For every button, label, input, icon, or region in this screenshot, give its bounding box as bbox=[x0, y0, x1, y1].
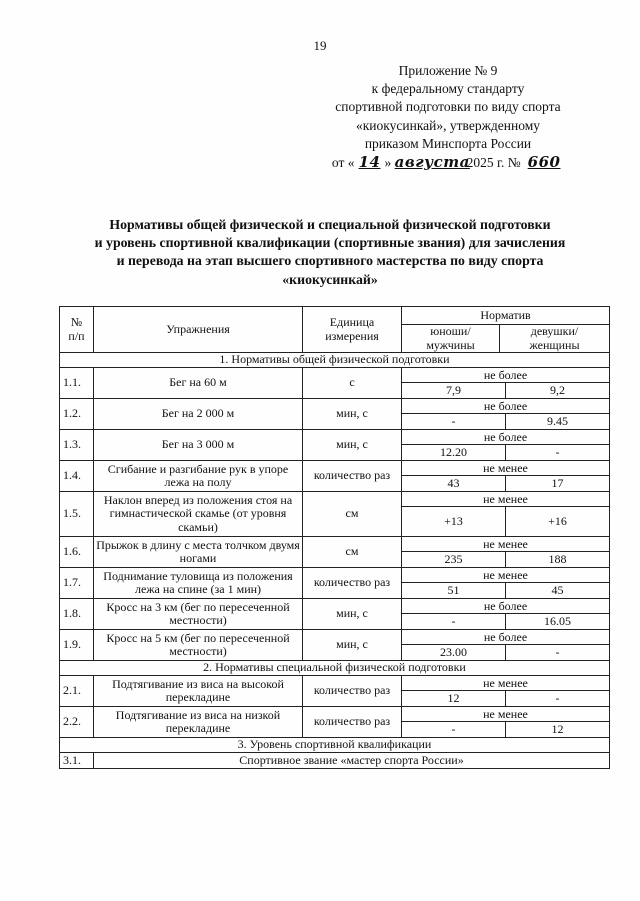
value-girls: - bbox=[555, 691, 560, 705]
norm-limit: не менее bbox=[402, 461, 609, 476]
table-row bbox=[60, 461, 610, 492]
row-norm bbox=[402, 399, 610, 430]
row-norm bbox=[402, 368, 610, 399]
table-row bbox=[60, 492, 610, 537]
row-exercise: Прыжок в длину с места толчком двумя ногами bbox=[94, 537, 303, 568]
value-boys: 12.20 bbox=[402, 445, 506, 460]
norm-limit: не более bbox=[402, 368, 609, 383]
handwritten-month: августа bbox=[394, 153, 470, 172]
section-title: 3. Уровень спортивной квалификации bbox=[60, 738, 610, 753]
section-title: 1. Нормативы общей физической подготовки bbox=[60, 353, 610, 368]
value-boys: - bbox=[402, 414, 506, 429]
value-girls: 9,2 bbox=[550, 383, 565, 397]
row-norm bbox=[402, 492, 610, 537]
norm-limit: не более bbox=[402, 599, 609, 614]
table-row bbox=[60, 630, 610, 661]
value-boys: +13 bbox=[402, 507, 506, 536]
header-num: № п/п bbox=[60, 307, 94, 353]
header-boys: юноши/ мужчины bbox=[402, 325, 500, 353]
row-exercise: Подтягивание из виса на высокой перекладине bbox=[94, 676, 303, 707]
section-row bbox=[60, 738, 610, 753]
title-line-2: и уровень спортивной квалификации (спортивные звания) для зачисления bbox=[94, 235, 566, 251]
value-girls: 45 bbox=[551, 583, 564, 597]
norm-limit: не менее bbox=[402, 492, 609, 507]
value-boys: - bbox=[402, 722, 506, 737]
header-exercise: Упражнения bbox=[94, 307, 303, 353]
title-line-4: «киокусинкай» bbox=[282, 271, 378, 287]
row-number: 1.1. bbox=[60, 368, 94, 399]
row-exercise: Кросс на 5 км (бег по пересеченной местности) bbox=[94, 630, 303, 661]
table-row bbox=[60, 753, 610, 769]
value-girls: 188 bbox=[548, 552, 567, 566]
value-boys: 43 bbox=[402, 476, 506, 491]
row-unit: количество раз bbox=[303, 461, 402, 492]
value-girls: 9.45 bbox=[547, 414, 568, 428]
table-row bbox=[60, 399, 610, 430]
row-norm bbox=[402, 568, 610, 599]
row-number: 1.2. bbox=[60, 399, 94, 430]
row-number: 1.4. bbox=[60, 461, 94, 492]
value-boys: 12 bbox=[402, 691, 506, 706]
value-girls: +16 bbox=[548, 514, 567, 528]
norm-limit: не менее bbox=[402, 568, 609, 583]
row-exercise: Бег на 2 000 м bbox=[94, 399, 303, 430]
row-number: 3.1. bbox=[60, 753, 94, 769]
row-unit: мин, с bbox=[303, 399, 402, 430]
row-norm bbox=[402, 676, 610, 707]
value-boys: 235 bbox=[402, 552, 506, 567]
row-norm bbox=[402, 630, 610, 661]
row-number: 1.6. bbox=[60, 537, 94, 568]
row-unit: см bbox=[303, 492, 402, 537]
row-unit: мин, с bbox=[303, 430, 402, 461]
row-unit: см bbox=[303, 537, 402, 568]
page-number: 19 bbox=[313, 38, 327, 53]
table-row bbox=[60, 707, 610, 738]
date-prefix: от « bbox=[331, 155, 355, 171]
row-exercise: Сгибание и разгибание рук в упоре лежа на полу bbox=[94, 461, 303, 492]
row-norm bbox=[402, 430, 610, 461]
row-unit: количество раз bbox=[303, 676, 402, 707]
row-unit: мин, с bbox=[303, 599, 402, 630]
row-exercise: Поднимание туловища из положения лежа на спине (за 1 мин) bbox=[94, 568, 303, 599]
row-norm bbox=[402, 707, 610, 738]
row-exercise: Подтягивание из виса на низкой перекладине bbox=[94, 707, 303, 738]
row-exercise: Спортивное звание «мастер спорта России» bbox=[94, 753, 610, 769]
norm-limit: не менее bbox=[402, 537, 609, 552]
row-norm bbox=[402, 461, 610, 492]
row-exercise: Кросс на 3 км (бег по пересеченной местности) bbox=[94, 599, 303, 630]
value-boys: 23.00 bbox=[402, 645, 506, 660]
date-mid: » bbox=[384, 155, 392, 171]
appendix-line-5: приказом Минспорта России bbox=[364, 135, 532, 151]
row-norm bbox=[402, 537, 610, 568]
row-number: 2.2. bbox=[60, 707, 94, 738]
value-boys: - bbox=[402, 614, 506, 629]
handwritten-day: 14 bbox=[358, 153, 381, 172]
table-row bbox=[60, 568, 610, 599]
appendix-line-2: к федеральному стандарту bbox=[371, 81, 525, 97]
row-norm bbox=[402, 599, 610, 630]
value-girls: - bbox=[555, 445, 560, 459]
section-row bbox=[60, 353, 610, 368]
table-row bbox=[60, 368, 610, 399]
table-row bbox=[60, 430, 610, 461]
norm-limit: не менее bbox=[402, 707, 609, 722]
row-unit: с bbox=[303, 368, 402, 399]
header-row bbox=[60, 307, 610, 325]
row-unit: количество раз bbox=[303, 568, 402, 599]
value-girls: - bbox=[555, 645, 560, 659]
norm-limit: не более bbox=[402, 630, 609, 645]
year-text: 2025 г. № bbox=[466, 155, 521, 171]
appendix-date-line bbox=[298, 153, 598, 172]
section-row bbox=[60, 661, 610, 676]
title-line-1: Нормативы общей физической и специальной физической подготовки bbox=[109, 217, 551, 232]
table-row bbox=[60, 676, 610, 707]
row-exercise: Бег на 60 м bbox=[94, 368, 303, 399]
row-number: 1.5. bbox=[60, 492, 94, 537]
table-row bbox=[60, 599, 610, 630]
appendix-line-1: Приложение № 9 bbox=[398, 63, 498, 78]
section-title: 2. Нормативы специальной физической подготовки bbox=[60, 661, 610, 676]
value-boys: 51 bbox=[402, 583, 506, 598]
appendix-line-3: спортивной подготовки по виду спорта bbox=[335, 99, 561, 115]
norm-limit: не менее bbox=[402, 676, 609, 691]
value-boys: 7,9 bbox=[402, 383, 506, 398]
table-row bbox=[60, 537, 610, 568]
title-line-3: и перевода на этап высшего спортивного мастерства по виду спорта bbox=[116, 253, 544, 269]
norms-table bbox=[59, 306, 610, 769]
document-title bbox=[40, 216, 620, 289]
row-exercise: Наклон вперед из положения стоя на гимнастической скамье (от уровня скамьи) bbox=[94, 492, 303, 537]
header-girls: девушки/ женщины bbox=[500, 325, 610, 353]
row-unit: мин, с bbox=[303, 630, 402, 661]
row-number: 2.1. bbox=[60, 676, 94, 707]
appendix-line-4: «киокусинкай», утвержденному bbox=[355, 117, 541, 133]
row-number: 1.3. bbox=[60, 430, 94, 461]
handwritten-order-number: 660 bbox=[527, 153, 561, 172]
row-unit: количество раз bbox=[303, 707, 402, 738]
value-girls: 16.05 bbox=[544, 614, 571, 628]
row-number: 1.9. bbox=[60, 630, 94, 661]
row-exercise: Бег на 3 000 м bbox=[94, 430, 303, 461]
header-unit: Единица измерения bbox=[303, 307, 402, 353]
value-girls: 17 bbox=[551, 476, 564, 490]
norm-limit: не более bbox=[402, 430, 609, 445]
value-girls: 12 bbox=[551, 722, 564, 736]
header-norm: Норматив bbox=[402, 307, 610, 325]
norm-limit: не более bbox=[402, 399, 609, 414]
row-number: 1.8. bbox=[60, 599, 94, 630]
appendix-block bbox=[298, 62, 598, 172]
row-number: 1.7. bbox=[60, 568, 94, 599]
